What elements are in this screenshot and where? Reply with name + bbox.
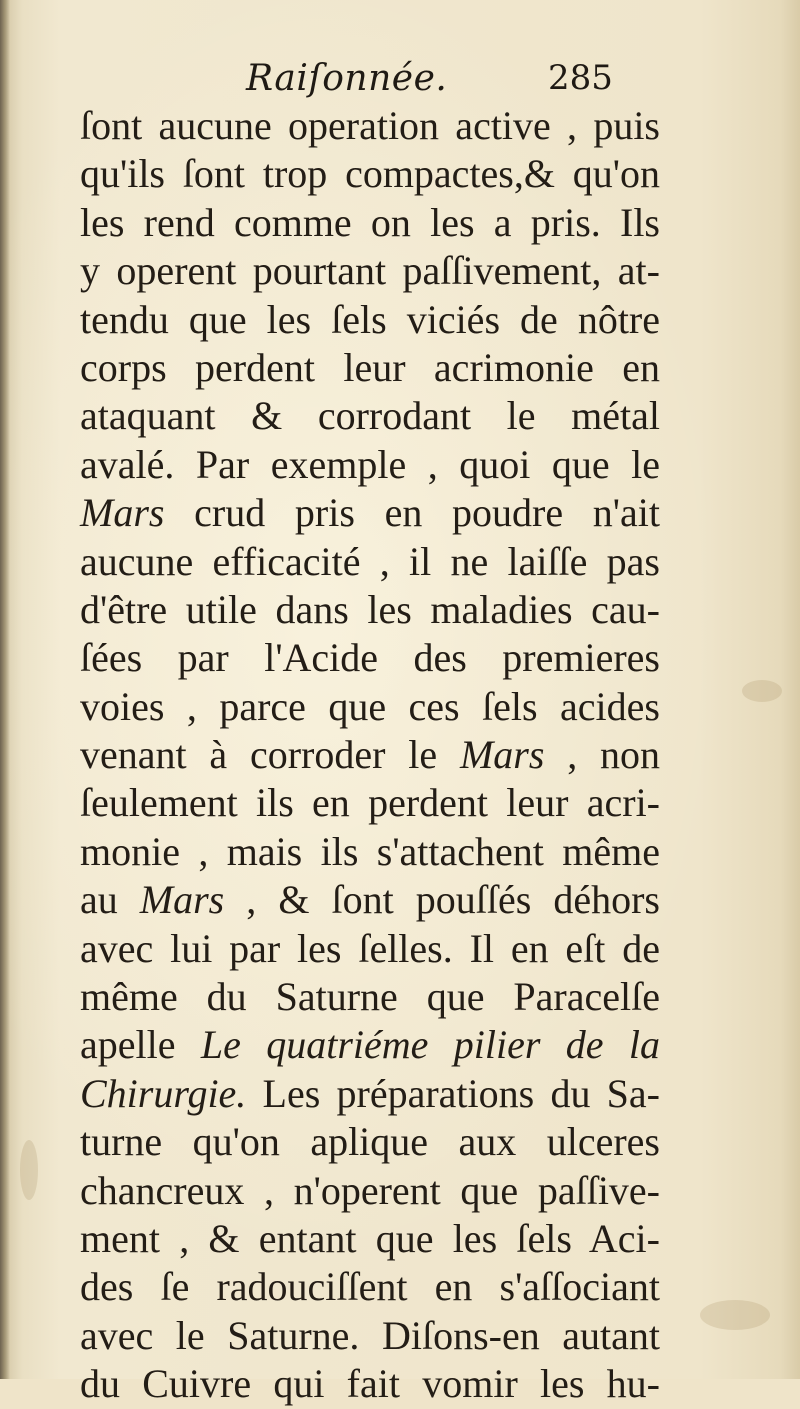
text-segment: ſont aucune operation active , puis <box>80 103 660 148</box>
running-head <box>0 58 800 104</box>
text-segment: ſées par l'Acide des premieres <box>80 635 660 681</box>
ink-smudge <box>720 1325 762 1339</box>
text-segment: du Cuivre qui fait vomir les hu- <box>80 1361 660 1407</box>
text-line <box>80 683 660 731</box>
text-line <box>80 1118 660 1166</box>
text-line <box>80 489 660 537</box>
text-line <box>80 392 660 440</box>
text-segment: les rend comme on les a pris. Ils <box>80 199 660 245</box>
paper-stain <box>742 680 782 702</box>
text-line <box>80 1215 660 1263</box>
text-segment: au <box>80 877 140 923</box>
text-segment: même du Saturne que Paracelſe <box>80 974 660 1020</box>
text-segment: tendu que les ſels viciés de nôtre <box>80 296 660 342</box>
text-line <box>80 199 660 247</box>
running-head-title: Raiſonnée. <box>246 58 448 99</box>
text-segment: ſeulement ils en perdent leur acri- <box>80 780 660 826</box>
text-segment: voies , parce que ces ſels acides <box>80 683 660 729</box>
body-text <box>80 102 660 1409</box>
text-segment: monie , mais ils s'attachent même <box>80 828 660 874</box>
text-line <box>80 441 660 489</box>
text-segment: qu'ils ſont trop compactes,& qu'on <box>80 151 660 197</box>
text-segment: venant à corroder le <box>80 732 460 778</box>
text-line <box>80 247 660 295</box>
text-line <box>80 586 660 634</box>
text-line <box>80 1167 660 1215</box>
text-line <box>80 538 660 586</box>
text-segment: chancreux , n'operent que paſſive- <box>80 1167 660 1213</box>
italic-word: Mars <box>459 732 545 778</box>
text-segment: ment , & entant que les ſels Aci- <box>80 1215 660 1261</box>
italic-word: Le quatriéme pilier de la <box>200 1022 660 1068</box>
text-line <box>80 102 660 150</box>
text-segment: avec le Saturne. Diſons-en autant <box>80 1312 660 1358</box>
text-segment: , & ſont pouſſés déhors <box>224 877 660 923</box>
text-segment: ataquant & corrodant le métal <box>80 393 660 439</box>
text-segment: apelle <box>80 1022 201 1068</box>
text-line <box>80 150 660 198</box>
text-line <box>80 296 660 344</box>
page-gutter <box>0 0 10 1379</box>
text-segment: des ſe radouciſſent en s'aſſociant <box>80 1264 660 1310</box>
text-segment: aucune efficacité , il ne laiſſe pas <box>80 538 660 584</box>
text-segment: avalé. Par exemple , quoi que le <box>80 441 660 487</box>
text-segment: d'être utile dans les maladies cau- <box>80 586 660 632</box>
text-line <box>80 731 660 779</box>
italic-word: Mars <box>139 877 225 923</box>
text-line <box>80 973 660 1021</box>
text-segment: turne qu'on aplique aux ulceres <box>80 1119 660 1165</box>
text-segment: crud pris en poudre n'ait <box>164 490 660 536</box>
text-line <box>80 779 660 827</box>
text-segment: y operent pourtant paſſivement, at- <box>80 248 660 294</box>
text-segment: avec lui par les ſelles. Il en eſt de <box>80 925 660 971</box>
text-line <box>80 634 660 682</box>
text-line <box>80 1312 660 1360</box>
text-line <box>80 876 660 924</box>
paper-stain <box>20 1140 38 1200</box>
italic-word: Mars <box>80 490 165 536</box>
text-segment: , non <box>544 732 660 778</box>
text-line <box>80 925 660 973</box>
text-line <box>80 828 660 876</box>
italic-word: Chirurgie. <box>80 1070 247 1116</box>
text-segment: corps perdent leur acrimonie en <box>80 344 660 390</box>
text-line <box>80 1263 660 1311</box>
page-number: 285 <box>548 58 613 98</box>
text-line <box>80 1070 660 1118</box>
text-line <box>80 344 660 392</box>
text-line <box>80 1021 660 1069</box>
text-segment: Les préparations du Sa- <box>246 1070 660 1116</box>
text-line <box>80 1360 660 1408</box>
